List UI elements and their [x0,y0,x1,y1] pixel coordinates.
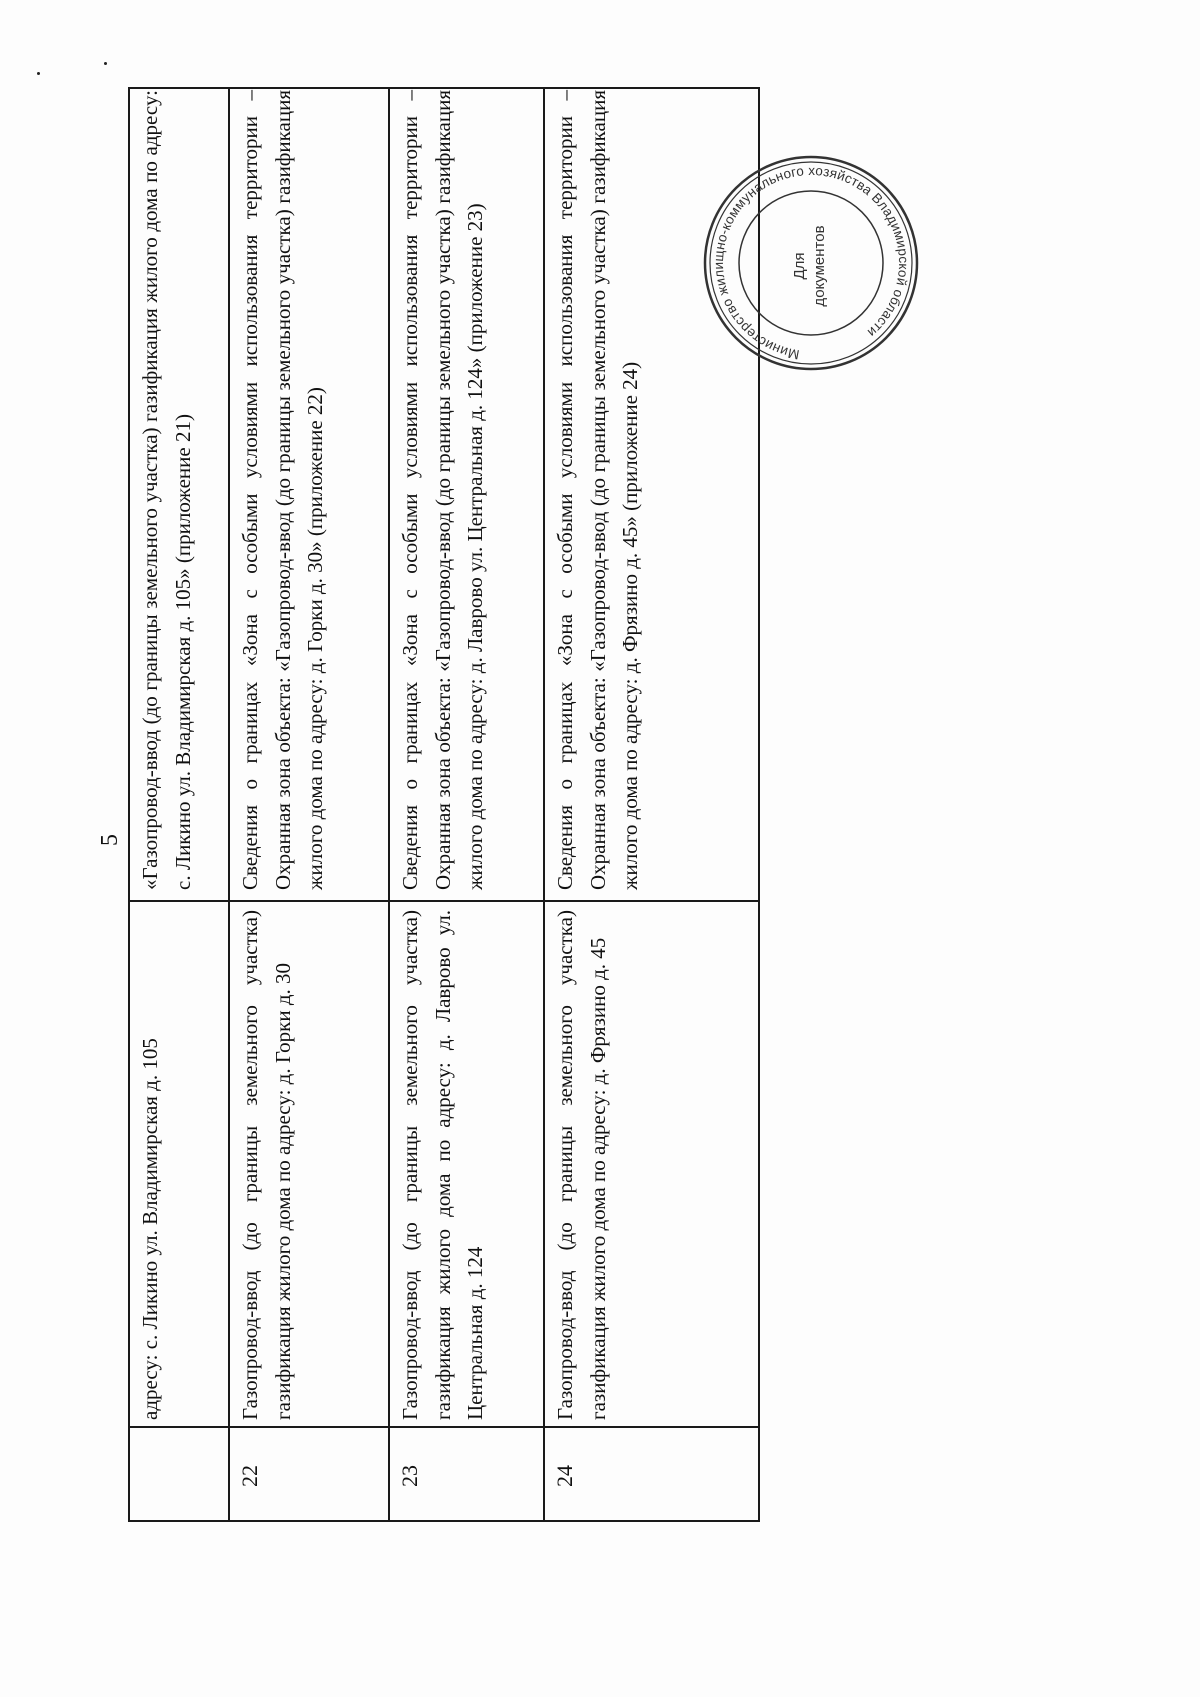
info-cell: Сведения о границах «Зона с особыми условиями использования территории – Охранная зона объекта: «Газопровод-ввод (до границы земельного участка) газификация жилого дома по адресу: д. Фрязино д. 45» (приложение 24) [553,90,642,890]
table-row [228,87,390,1522]
stamp-ring-text: Министерство жилищно-коммунального хозяйства Владимирской области [710,162,912,363]
object-cell: Газопровод-ввод (до границы земельного участка) газификация жилого дома по адресу: д. Фрязино д. 45 [553,910,610,1420]
info-cell: Сведения о границах «Зона с особыми условиями использования территории – Охранная зона объекта: «Газопровод-ввод (до границы земельного участка) газификация жилого дома по адресу: д. Лаврово ул. Центральная д. 124» (приложение 23) [398,90,487,890]
scan-speck [37,72,40,75]
official-stamp [700,152,922,374]
row-number: 23 [397,1465,422,1487]
table [128,87,758,1522]
scan-speck [104,62,107,65]
stamp-center-line1: Для [791,252,808,280]
page-number: 5 [97,834,123,846]
object-cell: адресу: с. Ликино ул. Владимирская д. 105 [138,1038,162,1420]
table-row [388,87,545,1522]
row-number: 22 [237,1465,262,1487]
object-cell: Газопровод-ввод (до границы земельного участка) газификация жилого дома по адресу: д. Горки д. 30 [238,910,295,1420]
info-cell: Сведения о границах «Зона с особыми условиями использования территории – Охранная зона объекта: «Газопровод-ввод (до границы земельного участка) газификация жилого дома по адресу: д. Горки д. 30» (приложение 22) [238,90,327,890]
stamp-center-line2: документов [811,225,828,307]
table-row [128,87,230,1522]
row-number: 24 [552,1465,577,1487]
info-cell: «Газопровод-ввод (до границы земельного участка) газификация жилого дома по адресу: с. Ликино ул. Владимирская д. 105» (приложение 21) [138,90,195,890]
object-cell: Газопровод-ввод (до границы земельного участка) газификация жилого дома по адресу: д. Лаврово ул. Центральная д. 124 [398,910,487,1420]
